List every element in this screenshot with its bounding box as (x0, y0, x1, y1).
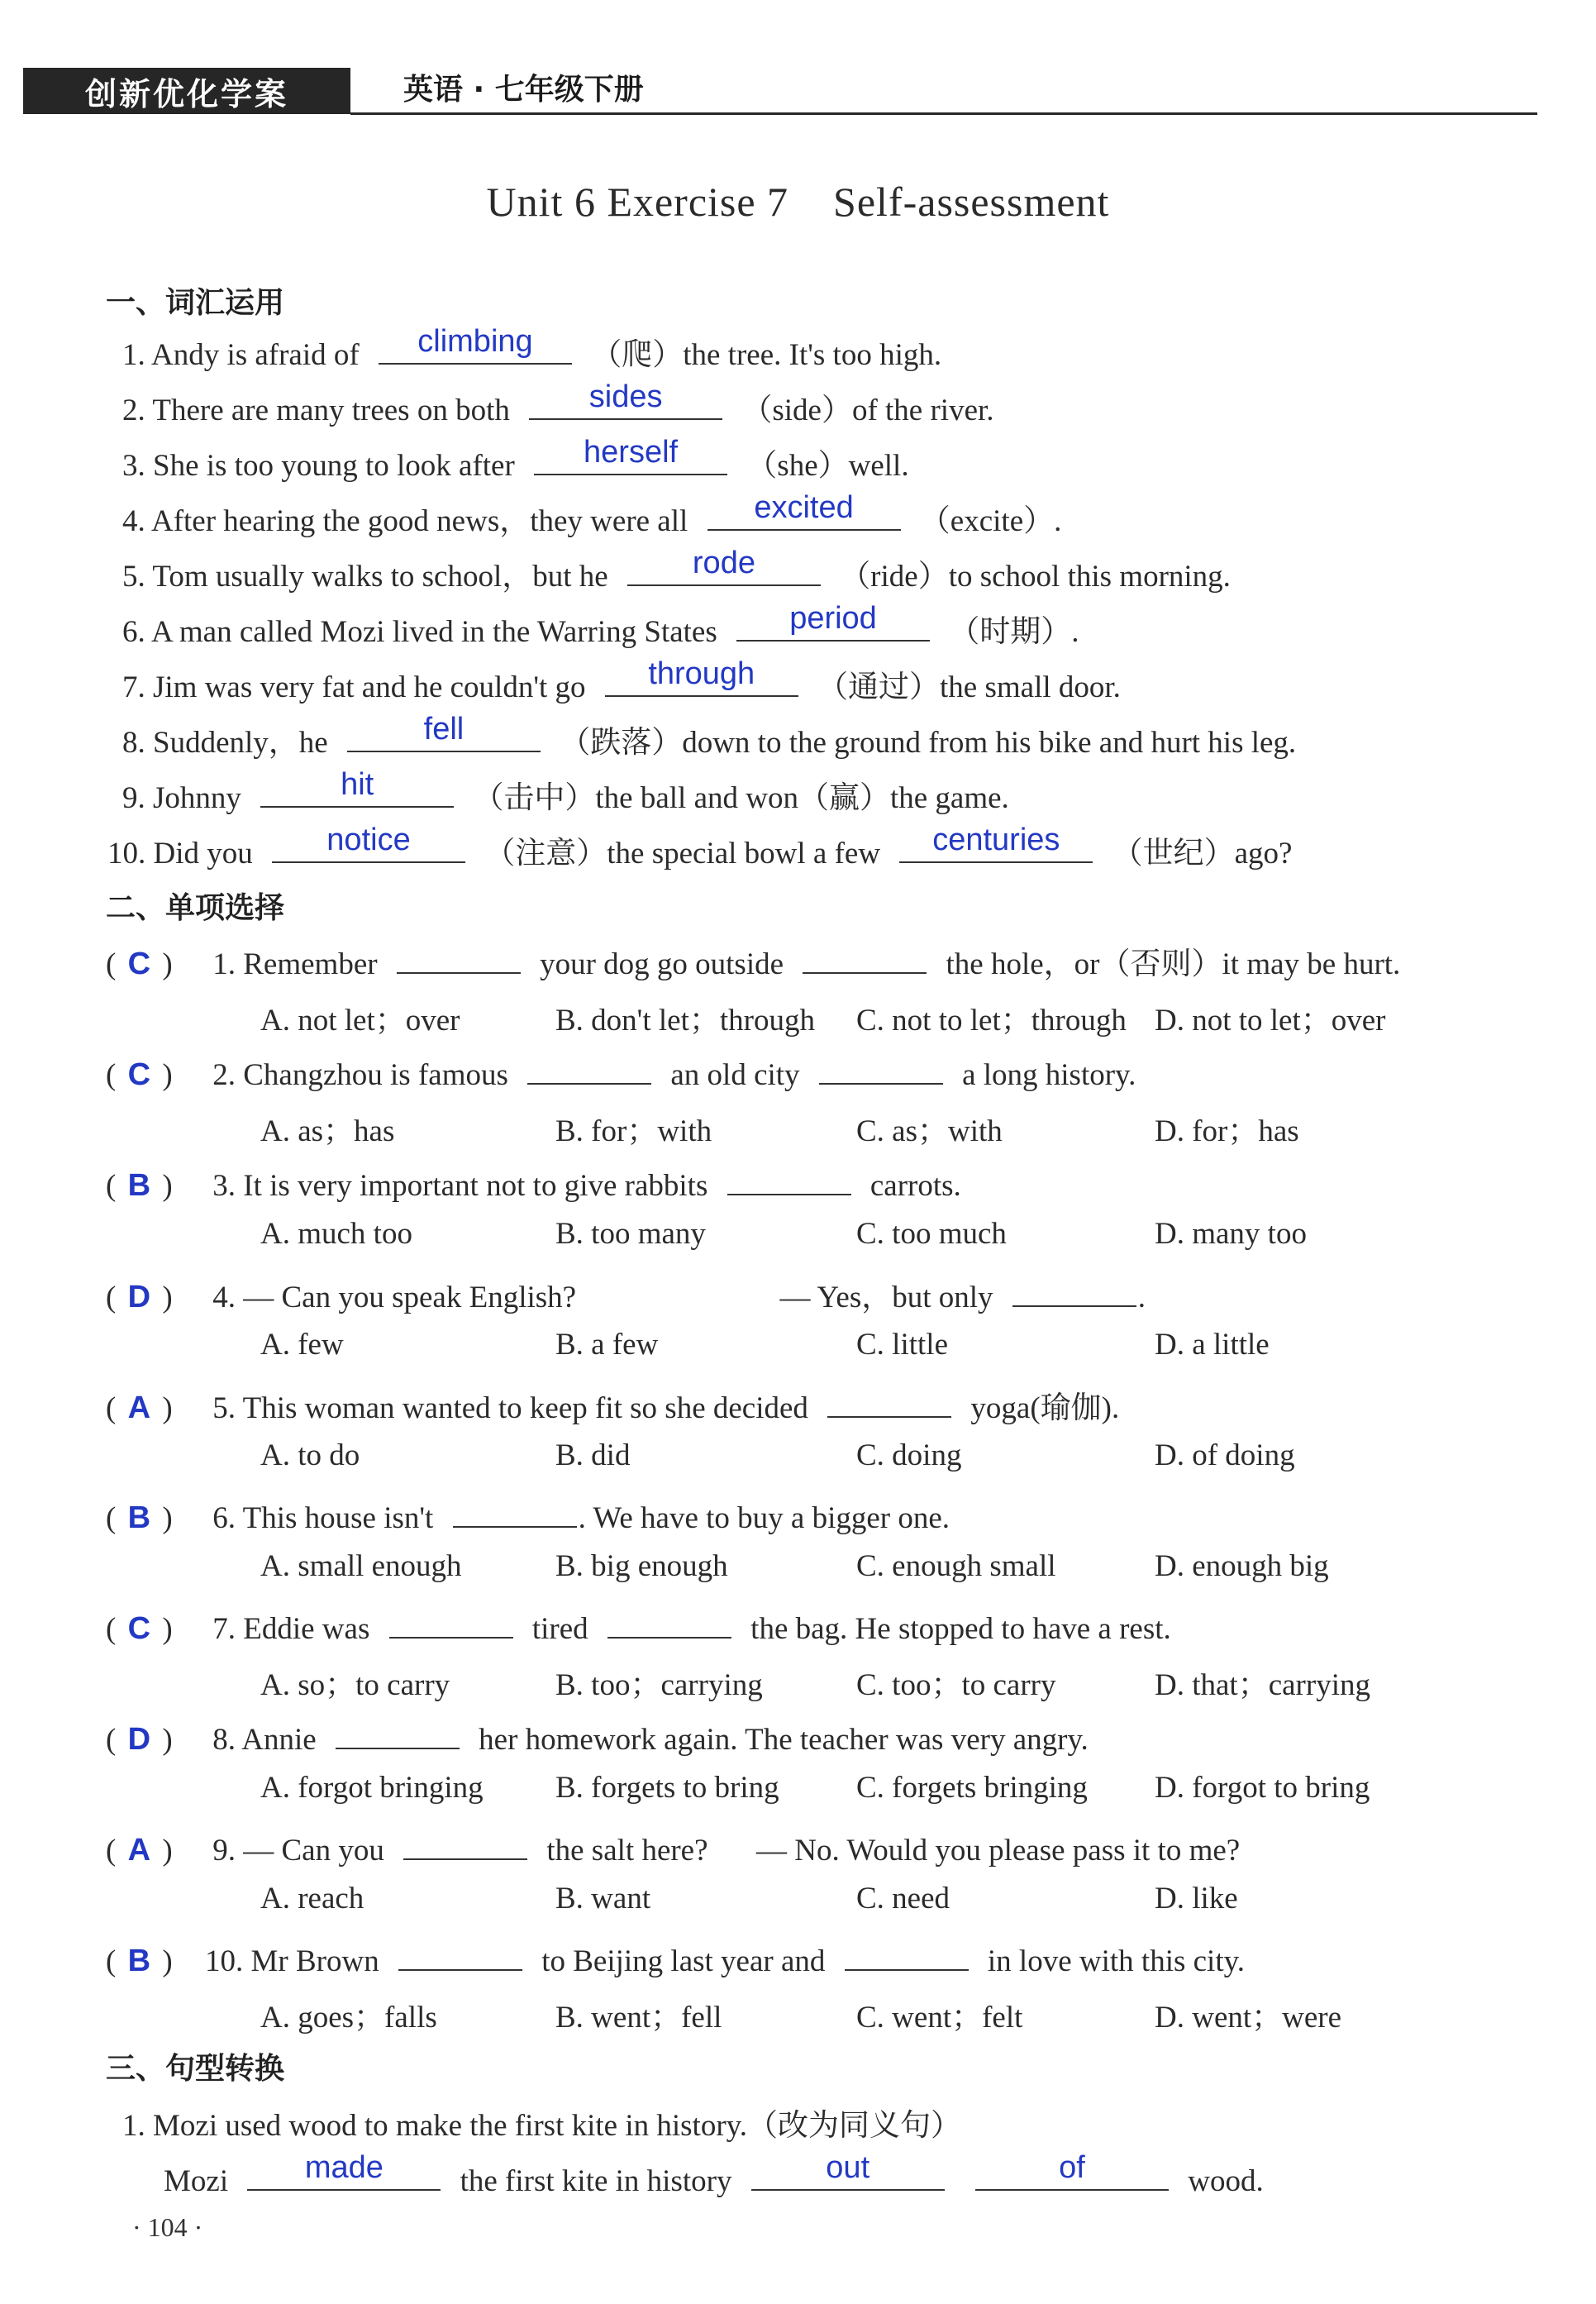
item-text: （注意）the special bowl a few (484, 837, 881, 871)
choice-answer: B (127, 1500, 151, 1535)
transform-item-1-prompt (122, 2100, 961, 2144)
mc-question-9 (106, 1825, 1240, 1868)
answer-blank[interactable] (707, 490, 901, 531)
question-text: a long history. (962, 1058, 1136, 1092)
item-number: 5. (122, 560, 145, 594)
question-text: her homework again. The teacher was very angry. (479, 1723, 1089, 1757)
item-text: （跌落）down to the ground from his bike and hurt his leg. (560, 726, 1297, 760)
answer-paren[interactable]: ( A ) (106, 1833, 173, 1868)
answer-blank[interactable] (529, 379, 722, 420)
item-text: （excite）. (919, 504, 1062, 538)
option-d[interactable]: D. enough big (1155, 1549, 1329, 1583)
option-d[interactable]: D. went；were (1155, 2001, 1342, 2034)
vocab-item-10 (107, 823, 1293, 872)
answer-text: through (648, 656, 755, 691)
option-c[interactable]: C. went；felt (856, 2001, 1023, 2034)
mc-question-3 (106, 1161, 961, 1204)
option-d[interactable]: D. like (1155, 1882, 1238, 1915)
question-text: Changzhou is famous (243, 1058, 508, 1092)
section3-heading: 三、句型转换 (106, 2052, 285, 2086)
question-text: — Can you (243, 1834, 384, 1868)
choice-answer: B (127, 1944, 151, 1978)
question-blank[interactable] (527, 1050, 651, 1085)
item-number: 9. (122, 781, 145, 815)
answer-text: excited (754, 490, 854, 525)
item-number: 10. (107, 837, 146, 871)
question-text: This woman wanted to keep fit so she decided (242, 1391, 808, 1425)
option-a[interactable]: A. goes；falls (260, 2001, 437, 2034)
question-number: 10. (205, 1944, 244, 1978)
choice-answer: B (127, 1168, 151, 1203)
question-blank[interactable] (453, 1493, 577, 1528)
answer-blank[interactable] (347, 712, 541, 752)
item-number: 7. (122, 670, 145, 704)
question-text: yoga(瑜伽). (970, 1391, 1120, 1425)
mc-question-5 (106, 1382, 1119, 1427)
choice-answer: A (127, 1391, 151, 1425)
vocab-item-4 (122, 490, 1062, 540)
answer-blank[interactable] (260, 767, 454, 808)
header-rule (350, 112, 1537, 115)
option-d[interactable]: D. not to let；over (1155, 1004, 1386, 1038)
question-number: 2. (212, 1058, 236, 1092)
question-text: carrots. (869, 1169, 961, 1203)
option-a[interactable]: A. much too (260, 1217, 412, 1251)
item-text: （she）well. (746, 449, 909, 483)
answer-text: period (789, 601, 877, 636)
answer-text: notice (326, 823, 411, 857)
mc-question-8 (106, 1715, 1089, 1758)
question-number: 6. (212, 1501, 236, 1535)
section2-heading: 二、单项选择 (106, 891, 285, 925)
answer-paren[interactable]: ( D ) (106, 1722, 173, 1757)
answer-blank[interactable] (736, 601, 930, 642)
answer-blank[interactable] (627, 546, 821, 586)
question-number: 3. (212, 1169, 236, 1203)
item-text: （时期）. (949, 615, 1079, 649)
vocab-item-9 (122, 767, 1009, 817)
question-blank[interactable] (607, 1604, 731, 1639)
page-title: Unit 6 Exercise 7 Self-assessment (486, 179, 1110, 225)
question-text: — No. Would you please pass it to me? (756, 1834, 1241, 1868)
answer-blank[interactable] (751, 2150, 945, 2191)
option-c[interactable]: C. as；with (856, 1114, 1003, 1148)
item-number: 3. (122, 449, 145, 483)
option-b[interactable]: B. for；with (555, 1114, 712, 1148)
answer-blank[interactable] (534, 435, 727, 475)
question-blank[interactable] (819, 1050, 943, 1085)
option-c[interactable]: C. too；to carry (856, 1668, 1056, 1702)
answer-text: hit (341, 767, 374, 802)
item-text: Andy is afraid of (150, 338, 360, 372)
item-text: There are many trees on both (152, 394, 510, 427)
option-b[interactable]: B. want (555, 1882, 651, 1915)
question-number: 9. (212, 1834, 236, 1868)
answer-blank[interactable] (975, 2150, 1169, 2191)
item-text: （side）of the river. (741, 394, 994, 427)
mc-question-1 (106, 938, 1400, 983)
question-text: Mr Brown (250, 1944, 379, 1978)
question-text: Annie (241, 1723, 317, 1757)
option-a[interactable]: A. reach (260, 1882, 364, 1915)
choice-answer: C (127, 1057, 151, 1092)
option-b[interactable]: B. a few (555, 1328, 659, 1362)
question-blank[interactable] (336, 1715, 460, 1749)
answer-blank[interactable] (605, 656, 798, 697)
question-blank[interactable] (827, 1383, 951, 1418)
option-d[interactable]: D. forgot to bring (1155, 1771, 1370, 1805)
answer-text: sides (588, 379, 663, 414)
option-b[interactable]: B. too；carrying (555, 1668, 763, 1702)
option-b[interactable]: B. don't let；through (555, 1004, 815, 1038)
item-text: Jim was very fat and he couldn't go (153, 670, 586, 704)
question-number: 8. (212, 1723, 236, 1757)
option-a[interactable]: A. not let；over (260, 1004, 460, 1038)
vocab-item-7 (122, 656, 1121, 706)
question-text: Remember (243, 947, 378, 981)
question-text: — Yes，but only (779, 1281, 993, 1314)
item-text: （击中）the ball and won（赢）the game. (473, 781, 1009, 815)
answer-paren[interactable]: ( B ) (106, 1500, 173, 1535)
item-number: 1. (122, 338, 145, 372)
option-b[interactable]: B. forgets to bring (555, 1771, 779, 1805)
vocab-item-3 (122, 435, 909, 484)
option-a[interactable]: A. as；has (260, 1114, 395, 1148)
page-number: · 104 · (132, 2212, 203, 2242)
item-text: After hearing the good news，they were all (150, 504, 688, 538)
option-d[interactable]: D. of doing (1155, 1438, 1295, 1472)
answer-blank[interactable] (247, 2150, 441, 2191)
option-b[interactable]: B. went；fell (555, 2001, 722, 2034)
question-blank[interactable] (403, 1825, 527, 1860)
vocab-item-5 (122, 546, 1231, 595)
question-blank[interactable] (397, 939, 521, 974)
answer-blank[interactable] (379, 324, 572, 365)
option-a[interactable]: A. to do (260, 1438, 360, 1472)
question-blank[interactable] (727, 1161, 851, 1195)
item-number: 8. (122, 726, 145, 760)
vocab-item-1 (122, 324, 942, 374)
answer-blank[interactable] (899, 823, 1093, 863)
item-text: （ride）to school this morning. (840, 560, 1231, 594)
mc-question-10 (106, 1936, 1245, 1979)
question-text: This house isn't (242, 1501, 434, 1535)
question-text: It is very important not to give rabbits (243, 1169, 708, 1203)
choice-answer: A (127, 1833, 151, 1868)
option-c[interactable]: C. too much (856, 1217, 1007, 1251)
question-text: the bag. He stopped to have a rest. (750, 1612, 1171, 1646)
question-text: — Can you speak English? (243, 1281, 577, 1314)
item-text: Mozi used wood to make the first kite in history.（改为同义句） (153, 2109, 961, 2143)
answer-text: out (826, 2150, 870, 2185)
option-d[interactable]: D. for；has (1155, 1114, 1299, 1148)
vocab-item-8 (122, 712, 1297, 761)
question-text: to Beijing last year and (541, 1944, 826, 1978)
mc-question-4 (106, 1271, 1146, 1316)
answer-text: made (304, 2150, 384, 2185)
answer-text: of (1059, 2150, 1085, 2185)
item-text: A man called Mozi lived in the Warring States (150, 615, 717, 649)
option-c[interactable]: C. little (856, 1328, 948, 1362)
mc-question-7 (106, 1604, 1171, 1647)
option-a[interactable]: A. so；to carry (260, 1668, 450, 1702)
item-number: 6. (122, 615, 145, 649)
answer-text: centuries (932, 823, 1060, 857)
question-number: 7. (212, 1612, 236, 1646)
item-text: Mozi (164, 2164, 229, 2198)
section1-heading: 一、词汇运用 (106, 286, 285, 320)
item-text: the first kite in history (460, 2164, 732, 2198)
option-c[interactable]: C. need (856, 1882, 950, 1915)
answer-paren[interactable]: ( B ) (106, 1944, 173, 1978)
item-number: 1. (122, 2109, 145, 2143)
question-text: . (1137, 1281, 1146, 1314)
question-blank[interactable] (389, 1604, 513, 1639)
item-text: She is too young to look after (153, 449, 515, 483)
answer-text: climbing (417, 324, 533, 359)
answer-text: herself (584, 435, 679, 470)
answer-text: fell (423, 712, 465, 747)
choice-answer: C (127, 947, 151, 981)
choice-answer: C (127, 1611, 151, 1646)
question-number: 5. (212, 1391, 236, 1425)
question-text: . We have to buy a bigger one. (578, 1501, 950, 1535)
transform-item-1-answer (164, 2150, 1264, 2199)
choice-answer: D (127, 1280, 151, 1314)
question-text: Eddie was (243, 1612, 370, 1646)
item-text: Suddenly，he (153, 726, 328, 760)
item-number: 4. (122, 504, 145, 538)
option-d[interactable]: D. a little (1155, 1328, 1270, 1362)
question-text: your dog go outside (540, 947, 784, 981)
header-badge: 创新优化学案 (23, 68, 350, 114)
item-text: wood. (1188, 2164, 1264, 2198)
option-a[interactable]: A. forgot bringing (260, 1771, 484, 1805)
option-b[interactable]: B. too many (555, 1217, 706, 1251)
question-number: 4. (212, 1281, 236, 1314)
answer-text: rode (692, 546, 755, 580)
question-blank[interactable] (803, 939, 927, 974)
answer-paren[interactable]: ( D ) (106, 1280, 173, 1314)
choice-answer: D (127, 1722, 151, 1757)
question-text: tired (531, 1612, 588, 1646)
vocab-item-2 (122, 379, 994, 429)
option-d[interactable]: D. many too (1155, 1217, 1307, 1251)
answer-blank[interactable] (272, 823, 465, 863)
answer-paren[interactable]: ( A ) (106, 1391, 173, 1425)
mc-question-6 (106, 1493, 950, 1536)
item-text: Johnny (153, 781, 241, 815)
item-text: Tom usually walks to school，but he (152, 560, 608, 594)
question-text: in love with this city. (987, 1944, 1245, 1978)
item-text: （爬）the tree. It's too high. (591, 338, 942, 372)
question-text: the hole，or（否则）it may be hurt. (946, 947, 1401, 981)
item-text: Did you (153, 837, 253, 871)
option-c[interactable]: C. enough small (856, 1549, 1056, 1583)
question-text: the salt here? (546, 1834, 708, 1868)
item-text: （世纪）ago? (1112, 837, 1293, 871)
option-c[interactable]: C. doing (856, 1438, 962, 1472)
option-c[interactable]: C. forgets bringing (856, 1771, 1088, 1805)
answer-paren[interactable]: ( C ) (106, 1057, 173, 1092)
question-number: 1. (212, 947, 236, 981)
item-number: 2. (122, 394, 145, 427)
option-b[interactable]: B. did (555, 1438, 631, 1472)
option-a[interactable]: A. few (260, 1328, 344, 1362)
vocab-item-6 (122, 601, 1079, 651)
question-blank[interactable] (1012, 1272, 1136, 1307)
answer-paren[interactable]: ( B ) (106, 1168, 173, 1203)
option-d[interactable]: D. that；carrying (1155, 1668, 1370, 1702)
option-a[interactable]: A. small enough (260, 1549, 462, 1583)
mc-question-2 (106, 1050, 1136, 1093)
question-blank[interactable] (845, 1936, 969, 1971)
option-c[interactable]: C. not to let；through (856, 1004, 1127, 1038)
option-b[interactable]: B. big enough (555, 1549, 728, 1583)
header-subject: 英语 · 七年级下册 (403, 73, 644, 107)
item-text: （通过）the small door. (817, 670, 1121, 704)
question-text: an old city (670, 1058, 800, 1092)
question-blank[interactable] (398, 1936, 522, 1971)
answer-paren[interactable]: ( C ) (106, 1611, 173, 1646)
answer-paren[interactable]: ( C ) (106, 947, 173, 981)
